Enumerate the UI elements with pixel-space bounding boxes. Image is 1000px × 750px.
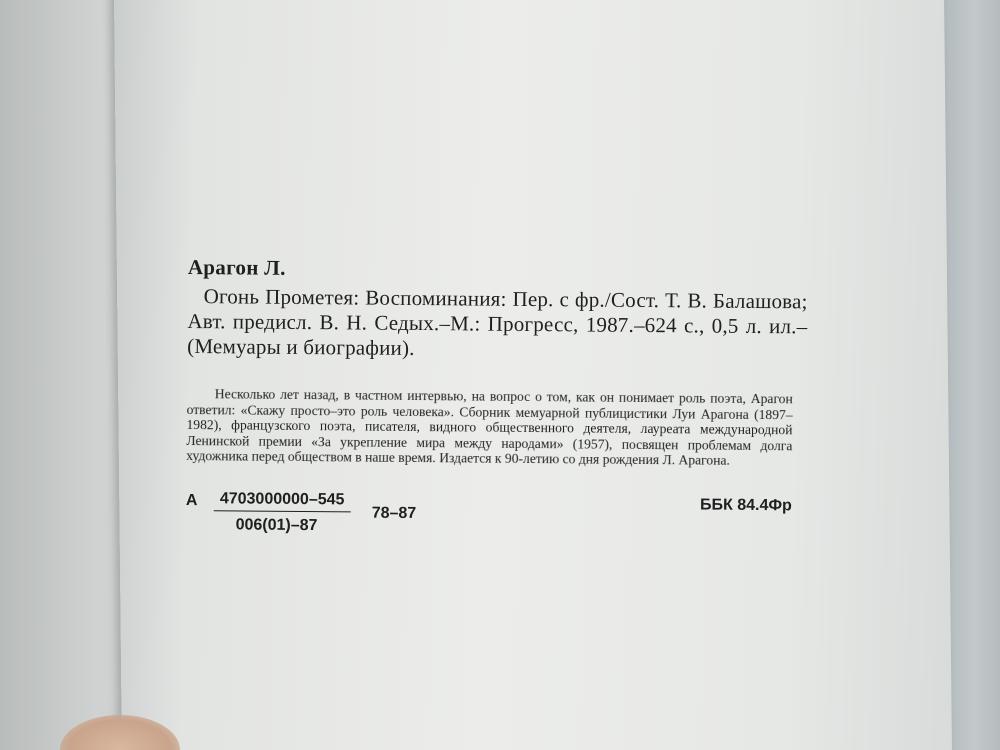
annotation-text: Несколько лет назад, в частном интервью, на вопрос о том, как он понимает роль поэта, Арагон ответил: «Скажу просто–это роль человека». Сборник мемуарной публицистики Луи Арагона (1897–1982), французского поэта, писателя, видного общественного деятеля, лауреата международной Ленинской премии «За укрепление мира между народами» (1957), посвящен проблемам долга художника перед обществом в наше время. Издается к 90-летию со дня рождения Л. Арагона. bbox=[186, 386, 793, 469]
code-prefix: А bbox=[185, 491, 198, 510]
bibliographic-entry: Огонь Прометея: Воспоминания: Пер. с фр./Сост. Т. В. Балашова; Авт. предисл. В. Н. Седых.–М.: Прогресс, 1987.–624 с., 0,5 л. ил.–(Мемуары и биографии). bbox=[187, 284, 808, 360]
classification-codes bbox=[186, 490, 792, 543]
code-denominator: 006(01)–87 bbox=[235, 516, 318, 535]
code-side-number: 78–87 bbox=[371, 504, 417, 522]
catalog-card bbox=[186, 255, 808, 543]
code-numerator: 4703000000–545 bbox=[214, 490, 351, 512]
author-heading: Арагон Л. bbox=[187, 255, 286, 280]
bbk-code: ББК 84.4Фр bbox=[699, 496, 792, 515]
